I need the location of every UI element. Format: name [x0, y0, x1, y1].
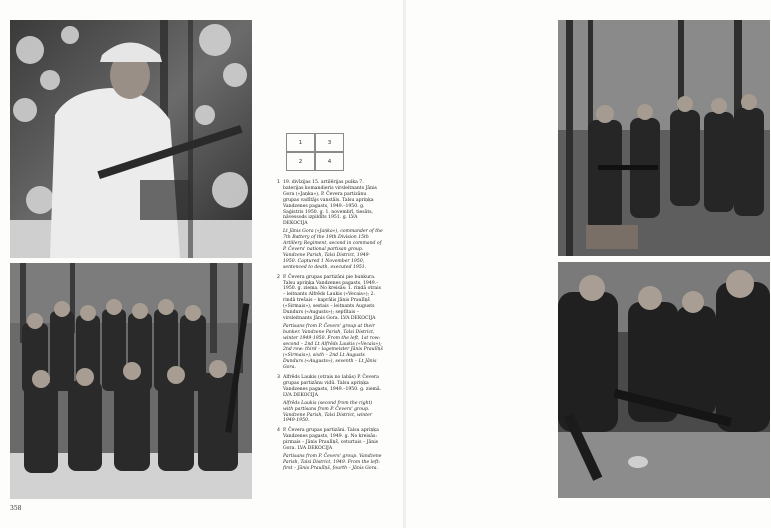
photo-4-image: [558, 262, 770, 498]
photo-1-image: [10, 20, 252, 258]
caption-latvian-text: P. Čevera grupas partizāni. Talsu apriņķa Vandzenes pagasts, 1949. g. No kreisās: pirmais – Jānis Praulīņš, ceturtais – Jānis Gora. LVA DEKOCIJA: [283, 428, 379, 452]
book-gutter: [403, 0, 406, 528]
photo-credit: LVA DEKOCIJA: [340, 315, 376, 321]
caption-english-text: Lt Jānis Gora («Jaņka»), commander of the 7th Battery of the 19th Division 15th Artillery Regiment, second in command of P. Čevers' national partisan group. Vandzene Parish, Talsi District, 1949-1950. Captured 1 November 1950, sentenced to death, executed 1951.: [283, 229, 383, 270]
photo-credit: LVA DEKOCIJA: [283, 392, 318, 398]
caption-latvian-text: 19. divīzijas 15. artilērijas pulka 7. baterijas komandieris virsleitnants Jānis Gora («Jaņka»), P. Čevera partizānu grupas vadītājs vanstāls. Talsu apriņķa Vandzenes pagasts, 1949.–1950. g. Saģistris 1950. g. 1. novembrī, tiesāts, nāvessods izpildīts 1951. g. LVA DEKOCIJA: [283, 180, 377, 227]
photo-group-at-bunker: [10, 263, 252, 499]
caption-english-text: Alfrēds Laukis (second from the right) with partisans from P. Čevers' group. Vandzene Parish, Talsi District, winter 1949-1950.: [283, 400, 373, 424]
caption-english-text: Partisans from P. Čevers' group. Vandzene Parish, Talsi District, 1949. From the left: first – Jānis Praulīņš, fourth – Jānis Gora.: [283, 453, 382, 471]
plate-key-cell-3: 3: [315, 133, 344, 152]
plate-key-cell-2: 2: [286, 152, 315, 171]
caption-number: 2: [277, 274, 280, 280]
photo-captions: [277, 180, 383, 476]
page-number: 358: [10, 505, 22, 512]
caption-latvian-text: Alfrēds Laukis (otrais no labās) P. Čevera grupas partizānu vidū. Talsu apriņķa Vandzenes pagasts, 1949.–1950. g. ziemā. LVA DEKOCIJA: [283, 375, 382, 398]
caption-number: 1: [277, 180, 280, 185]
photo-credit: LVA DEKOCIJA: [297, 446, 333, 452]
caption-3: [277, 375, 383, 424]
caption-4: [277, 428, 383, 471]
photo-armed-group-in-forest: [558, 20, 770, 256]
caption-2: [277, 275, 383, 372]
plate-layout-key: [286, 133, 344, 171]
photo-partisans-with-weapons: [558, 262, 770, 498]
photo-2-image: [10, 263, 252, 499]
plate-key-cell-1: 1: [286, 133, 315, 152]
caption-latvian-text: P. Čevera grupas partizāni pie bunkura. Talsu apriņķa Vandzenes pagasts, 1949.–1950. g. ziema. No kreisās: 1. rindā otrais – leitnants Alfrēds Laukis («Vecais»); 2. rindā trešais – kaprālis Jānis Praulīņš («Sirmais»), sestais – leitnants Augusts Dundurs («Augusts»); septītais – virsleitnants Jānis Gora. LVA DEKOCIJA: [283, 274, 381, 321]
caption-number: 4: [277, 428, 280, 434]
photo-credit: LVA DEKOCIJA: [283, 215, 358, 227]
plate-key-cell-4: 4: [315, 152, 344, 171]
caption-1: [277, 180, 383, 271]
caption-number: 3: [277, 375, 280, 381]
caption-english-text: Partisans from P. Čevers' group at their bunker. Vandzene Parish, Talsi District, winter 1949-1950. From the left, 1st row: second – 2nd Lt Alfrēds Laukis («Vecais»); 2nd row: third – lagemeister Jānis Praulīņš («Sirmais»), sixth – 2nd Lt Augusts Dundurs («Augusts»), seventh – Lt Jānis Gora.: [283, 323, 383, 371]
photo-partisan-winter-camouflage: [10, 20, 252, 258]
photo-3-image: [558, 20, 770, 256]
